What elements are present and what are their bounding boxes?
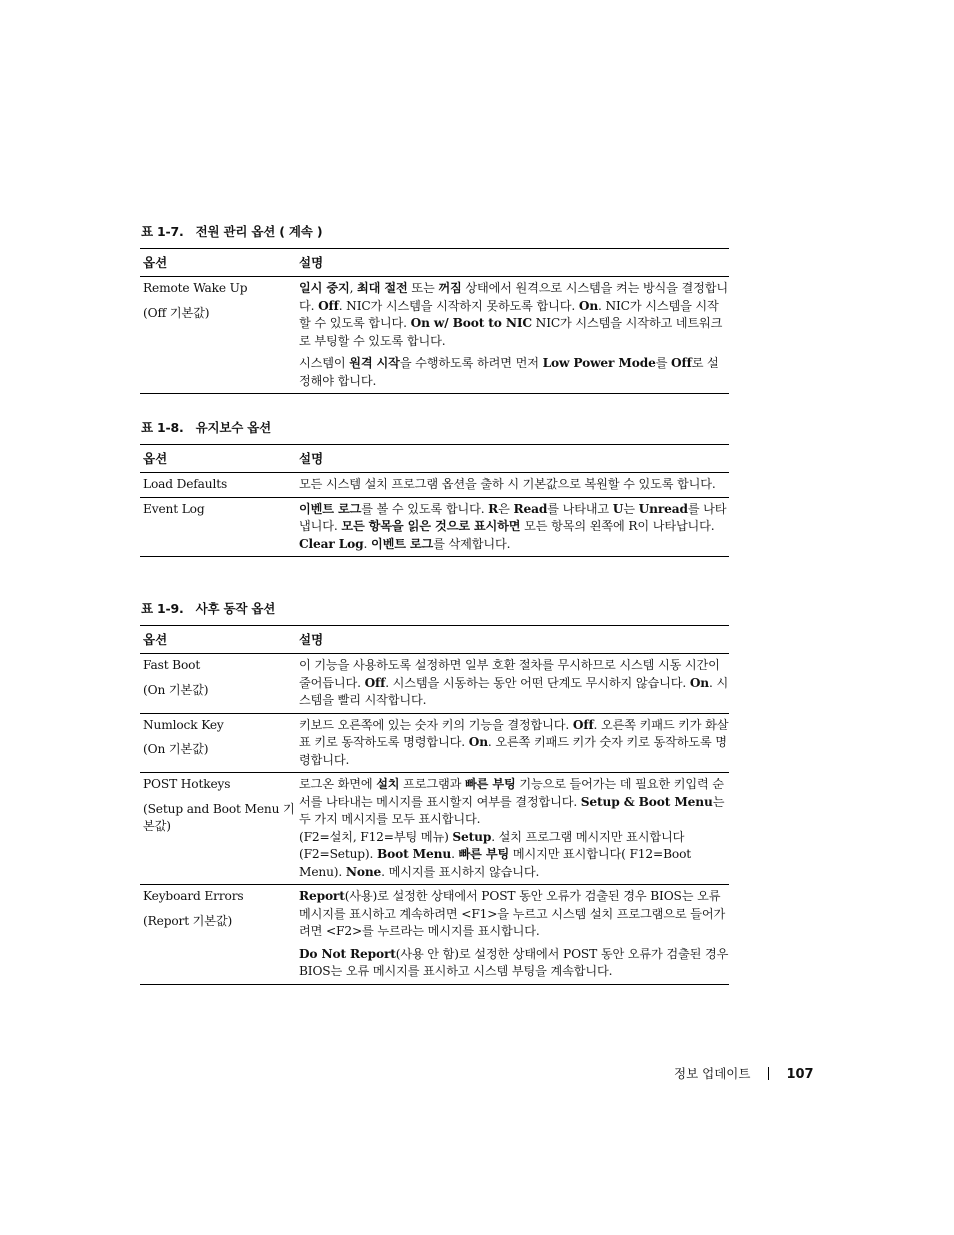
table-caption-1-7 (141, 222, 322, 240)
description-cell (298, 277, 729, 394)
header-option: 옵션 (140, 445, 298, 473)
description-text: Report(사용)로 설정한 상태에서 POST 동안 오류가 검출된 경우 BIOS는 오류 메시지를 표시하고 계속하려면 <F1>을 누르고 시스템 설치 프로그램으로 들어가려면 <F2>를 누르라는 메시지를 표시합니다. (299, 889, 726, 938)
option-cell (140, 277, 298, 394)
header-option: 옵션 (140, 249, 298, 277)
footer-section-title: 정보 업데이트 (674, 1066, 751, 1081)
power-management-options-table (140, 248, 729, 394)
description-cell (298, 885, 729, 985)
table-row (140, 277, 729, 394)
header-description: 설명 (298, 445, 729, 473)
option-cell (140, 773, 298, 885)
table-header-row (140, 249, 729, 277)
option-name: Event Log (143, 501, 205, 516)
option-name: POST Hotkeys (143, 777, 231, 791)
table-header-row (140, 445, 729, 473)
option-cell (140, 885, 298, 985)
option-cell (140, 654, 298, 714)
option-default: (On 기본값) (143, 742, 209, 756)
description-text: 이 기능을 사용하도록 설정하면 일부 호환 절차를 무시하므로 시스템 시동 시간이 줄어듭니다. Off. 시스템을 시동하는 동안 어떤 단계도 무시하지 않습니다. On. 시스템을 빨리 시작합니다. (299, 658, 729, 707)
option-default: (On 기본값) (143, 682, 209, 697)
option-cell (140, 497, 298, 557)
description-cell (298, 773, 729, 885)
header-description: 설명 (298, 249, 729, 277)
caption-number: 표 1-7. (141, 224, 184, 239)
caption-number: 표 1-8. (141, 420, 184, 435)
description-cell (298, 713, 729, 773)
table-row (140, 773, 729, 885)
option-default: (Report 기본값) (143, 913, 233, 928)
option-cell (140, 713, 298, 773)
post-behavior-options-table (140, 625, 729, 985)
table-caption-1-8 (141, 418, 271, 436)
description-text: 일시 중지, 최대 절전 또는 꺼짐 상태에서 원격으로 시스템을 켜는 방식을 결정합니다. Off. NIC가 시스템을 시작하지 못하도록 합니다. On. NIC가 시스템을 시작할 수 있도록 합니다. On w/ Boot to NIC NIC가 시스템을 시작하고 네트워크로 부팅할 수 있도록 합니다. (299, 281, 729, 348)
caption-title: 전원 관리 옵션 ( 계속 ) (195, 224, 323, 239)
table-row (140, 473, 729, 498)
header-description: 설명 (298, 626, 729, 654)
table-row (140, 654, 729, 714)
table-row (140, 713, 729, 773)
option-cell (140, 473, 298, 498)
option-name: Load Defaults (143, 477, 228, 491)
footer-separator (768, 1067, 769, 1080)
option-name: Keyboard Errors (143, 889, 244, 903)
description-text: 이벤트 로그를 볼 수 있도록 합니다. R은 Read를 나타내고 U는 Unread를 나타냅니다. 모든 항목을 읽은 것으로 표시하면 모든 항목의 왼쪽에 R이 나타납니다. Clear Log. 이벤트 로그를 삭제합니다. (299, 501, 727, 551)
description-cell (298, 473, 729, 498)
description-text: 키보드 오른쪽에 있는 숫자 키의 기능을 결정합니다. Off. 오른쪽 키패드 키가 화살표 키로 동작하도록 명령합니다. On. 오른쪽 키패드 키가 숫자 키로 동작하도록 명령합니다. (299, 717, 729, 767)
table-row (140, 497, 729, 557)
option-name: Remote Wake Up (143, 281, 248, 295)
option-default: (Off 기본값) (143, 305, 210, 320)
description-text: 모든 시스템 설치 프로그램 옵션을 출하 시 기본값으로 복원할 수 있도록 합니다. (299, 477, 716, 491)
option-name: Numlock Key (143, 717, 224, 732)
header-option: 옵션 (140, 626, 298, 654)
option-name: Fast Boot (143, 658, 201, 672)
description-cell (298, 654, 729, 714)
table-row (140, 885, 729, 985)
description-text: 시스템이 원격 시작을 수행하도록 하려면 먼저 Low Power Mode를 Off로 설정해야 합니다. (299, 356, 719, 388)
table-header-row (140, 626, 729, 654)
description-text: 로그온 화면에 설치 프로그램과 빠른 부팅 기능으로 들어가는 데 필요한 키입력 순서를 나타내는 메시지를 표시할지 여부를 결정합니다. Setup & Boot Menu는 두 가지 메시지를 모두 표시합니다. (F2=설치, F12=부팅 메뉴) Setup. 설치 프로그램 메시지만 표시합니다 (F2=Setup). Boot Menu. 빠른 부팅 메시지만 표시합니다( F12=Boot Menu). None. 메시지를 표시하지 않습니다. (299, 777, 725, 879)
caption-title: 사후 동작 옵션 (195, 601, 276, 616)
option-default: (Setup and Boot Menu 기본값) (143, 801, 295, 833)
description-text: Do Not Report(사용 안 함)로 설정한 상태에서 POST 동안 오류가 검출된 경우 BIOS는 오류 메시지를 표시하고 시스템 부팅을 계속합니다. (299, 946, 729, 978)
table-caption-1-9 (141, 599, 275, 617)
description-cell (298, 497, 729, 557)
page-number: 107 (786, 1067, 814, 1082)
caption-title: 유지보수 옵션 (195, 420, 271, 435)
page-footer (674, 1064, 814, 1082)
caption-number: 표 1-9. (141, 601, 184, 616)
maintenance-options-table (140, 444, 729, 557)
